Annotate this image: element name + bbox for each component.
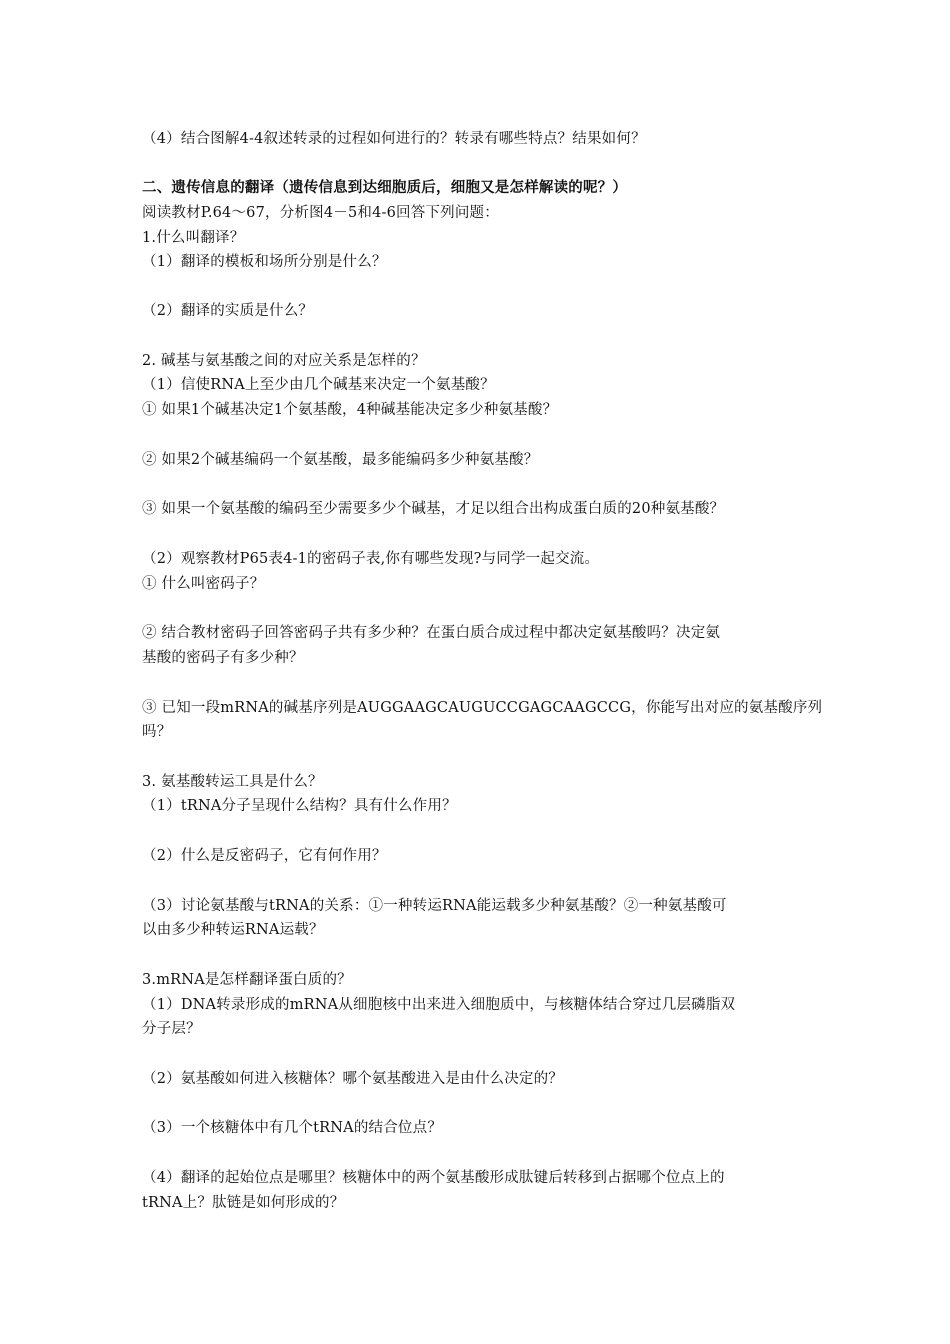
question-2-2-b: ② 结合教材密码子回答密码子共有多少种？在蛋白质合成过程中都决定氨基酸吗？决定氨 bbox=[142, 625, 721, 641]
question-3-2: （2）什么是反密码子，它有何作用？ bbox=[142, 848, 387, 864]
question-4: 3.mRNA是怎样翻译蛋白质的？ bbox=[142, 972, 352, 988]
question-2-2-c-cont: 吗？ bbox=[142, 724, 172, 740]
question-4-4-cont: tRNA上？肽链是如何形成的？ bbox=[142, 1195, 345, 1211]
question-3-1: （1）tRNA分子呈现什么结构？具有什么作用？ bbox=[142, 798, 457, 814]
question-4-2: （2）氨基酸如何进入核糖体？哪个氨基酸进入是由什么决定的？ bbox=[142, 1071, 564, 1087]
question-1: 1.什么叫翻译？ bbox=[142, 230, 245, 246]
question-transcription-process: （4）结合图解4-4叙述转录的过程如何进行的？转录有哪些特点？结果如何？ bbox=[142, 131, 646, 147]
question-2-1-c: ③ 如果一个氨基酸的编码至少需要多少个碱基，才足以组合出构成蛋白质的20种氨基酸？ bbox=[142, 501, 725, 517]
question-2-2-b-cont: 基酸的密码子有多少种？ bbox=[142, 650, 304, 666]
question-1-1: （1）翻译的模板和场所分别是什么？ bbox=[142, 254, 387, 270]
question-2-1-b: ② 如果2个碱基编码一个氨基酸，最多能编码多少种氨基酸？ bbox=[142, 452, 539, 468]
question-3-3: （3）讨论氨基酸与tRNA的关系：①一种转运RNA能运载多少种氨基酸？②一种氨基酸可 bbox=[142, 898, 727, 914]
question-4-3: （3）一个核糖体中有几个tRNA的结合位点？ bbox=[142, 1120, 443, 1136]
question-4-1-cont: 分子层？ bbox=[142, 1021, 201, 1037]
question-1-2: （2）翻译的实质是什么？ bbox=[142, 303, 314, 319]
question-2-1-a: ① 如果1个碱基决定1个氨基酸，4种碱基能决定多少种氨基酸？ bbox=[142, 402, 558, 418]
section-heading-translation: 二、遗传信息的翻译（遗传信息到达细胞质后，细胞又是怎样解读的呢？） bbox=[142, 180, 628, 196]
reading-instruction: 阅读教材P.64～67，分析图4－5和4-6回答下列问题： bbox=[142, 205, 499, 221]
question-2-1: （1）信使RNA上至少由几个碱基来决定一个氨基酸？ bbox=[142, 377, 495, 393]
question-4-1: （1）DNA转录形成的mRNA从细胞核中出来进入细胞质中，与核糖体结合穿过几层磷脂双 bbox=[142, 997, 736, 1013]
question-2-2: （2）观察教材P65表4-1的密码子表,你有哪些发现?与同学一起交流。 bbox=[142, 551, 600, 567]
question-2-2-c: ③ 已知一段mRNA的碱基序列是AUGGAAGCAUGUCCGAGCAAGCCG，你能写出对应的氨基酸序列 bbox=[142, 700, 823, 716]
question-4-4: （4）翻译的起始位点是哪里？核糖体中的两个氨基酸形成肽键后转移到占据哪个位点上的 bbox=[142, 1170, 725, 1186]
question-2-2-a: ① 什么叫密码子？ bbox=[142, 576, 265, 592]
question-2: 2. 碱基与氨基酸之间的对应关系是怎样的？ bbox=[142, 353, 426, 369]
question-3: 3. 氨基酸转运工具是什么？ bbox=[142, 774, 323, 790]
question-3-3-cont: 以由多少种转运RNA运载？ bbox=[142, 922, 324, 938]
